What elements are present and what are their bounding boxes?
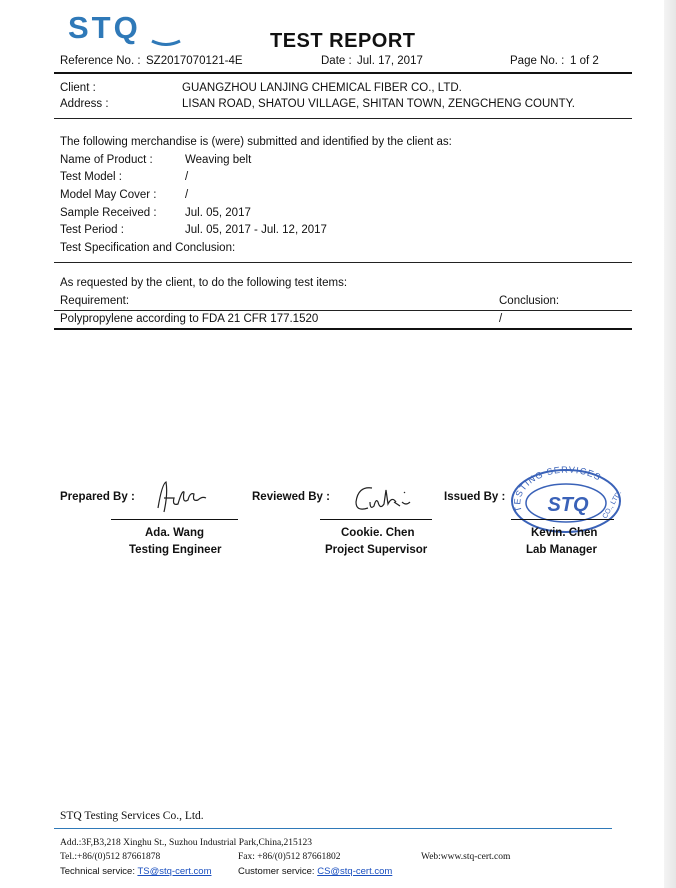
issued-by-label: Issued By : — [444, 491, 506, 503]
field-value-model-cover: / — [185, 189, 189, 201]
reviewed-signature-mark — [350, 480, 414, 516]
requirement-header: Requirement: — [60, 295, 130, 307]
merchandise-intro: The following merchandise is (were) submitted and identified by the client as: — [60, 136, 452, 148]
tests-intro: As requested by the client, to do the following test items: — [60, 277, 348, 289]
stq-logo-mark — [68, 10, 186, 46]
footer-company: STQ Testing Services Co., Ltd. — [60, 810, 204, 822]
prepared-name: Ada. Wang — [145, 527, 204, 539]
customer-service-label: Customer service: — [238, 866, 315, 877]
client-divider — [54, 118, 632, 119]
stq-logo — [68, 10, 186, 46]
page-edge-shadow — [664, 0, 676, 888]
footer-tel: Tel.:+86/(0)512 87661878 — [60, 852, 161, 862]
issued-signature-line — [511, 519, 614, 520]
reviewed-by-label: Reviewed By : — [252, 491, 330, 503]
field-label-sample-received: Sample Received : — [60, 207, 157, 219]
tech-service-label: Technical service: — [60, 866, 135, 877]
field-value-sample-received: Jul. 05, 2017 — [185, 207, 251, 219]
prepared-signature-line — [111, 519, 238, 520]
spec-divider — [54, 262, 632, 263]
footer-fax: Fax: +86/(0)512 87661802 — [238, 852, 341, 862]
prepared-signature-scrawl — [152, 478, 212, 516]
footer-address: Add.:3F,B3,218 Xinghu St., Suzhou Industrial Park,China,215123 — [60, 838, 313, 848]
field-label-product: Name of Product : — [60, 154, 153, 166]
page-label: Page No. : — [510, 55, 565, 67]
footer-customer-service — [238, 866, 392, 877]
footer-tech-service — [60, 866, 212, 877]
field-value-product: Weaving belt — [185, 154, 252, 166]
issued-title: Lab Manager — [526, 544, 597, 556]
field-value-test-period: Jul. 05, 2017 - Jul. 12, 2017 — [185, 224, 327, 236]
test-requirement-cell: Polypropylene according to FDA 21 CFR 177.1520 — [60, 313, 319, 325]
company-stamp-seal — [508, 465, 624, 533]
logo-text: STQ — [68, 10, 141, 45]
spec-heading: Test Specification and Conclusion: — [60, 242, 236, 254]
conclusion-header: Conclusion: — [499, 295, 560, 307]
date-label: Date : — [321, 55, 352, 67]
field-label-model-cover: Model May Cover : — [60, 189, 157, 201]
reviewed-signature-scrawl — [350, 480, 414, 516]
footer-divider — [54, 828, 612, 829]
prepared-title: Testing Engineer — [129, 544, 222, 556]
address-label: Address : — [60, 98, 109, 110]
prepared-by-label: Prepared By : — [60, 491, 135, 503]
test-conclusion-cell: / — [499, 313, 503, 325]
stamp-center-text: STQ — [547, 494, 589, 516]
footer-web: Web:www.stq-cert.com — [421, 852, 511, 862]
table-header-divider — [54, 310, 632, 311]
header-divider — [54, 72, 632, 74]
table-bottom-divider — [54, 328, 632, 330]
stamp-side-text: CO., LTD. — [601, 489, 624, 520]
customer-service-email-link[interactable]: CS@stq-cert.com — [317, 866, 393, 877]
company-stamp — [508, 465, 624, 533]
address-value: LISAN ROAD, SHATOU VILLAGE, SHITAN TOWN, ZENGCHENG COUNTY. — [182, 98, 575, 110]
prepared-signature-mark — [152, 478, 212, 516]
client-value: GUANGZHOU LANJING CHEMICAL FIBER CO., LTD. — [182, 82, 462, 94]
reviewed-signature-line — [320, 519, 432, 520]
stamp-top-text: TESTING SERVICES — [512, 465, 604, 514]
reviewed-title: Project Supervisor — [325, 544, 428, 556]
field-label-test-period: Test Period : — [60, 224, 124, 236]
field-label-test-model: Test Model : — [60, 171, 122, 183]
reference-label: Reference No. : — [60, 55, 141, 67]
page-title: TEST REPORT — [270, 30, 416, 52]
page-value: 1 of 2 — [570, 55, 599, 67]
client-label: Client : — [60, 82, 96, 94]
reviewed-name: Cookie. Chen — [341, 527, 415, 539]
date-value: Jul. 17, 2017 — [357, 55, 423, 67]
reference-value: SZ2017070121-4E — [146, 55, 243, 67]
field-value-test-model: / — [185, 171, 189, 183]
issued-name: Kevin. Chen — [531, 527, 598, 539]
tech-service-email-link[interactable]: TS@stq-cert.com — [137, 866, 212, 877]
